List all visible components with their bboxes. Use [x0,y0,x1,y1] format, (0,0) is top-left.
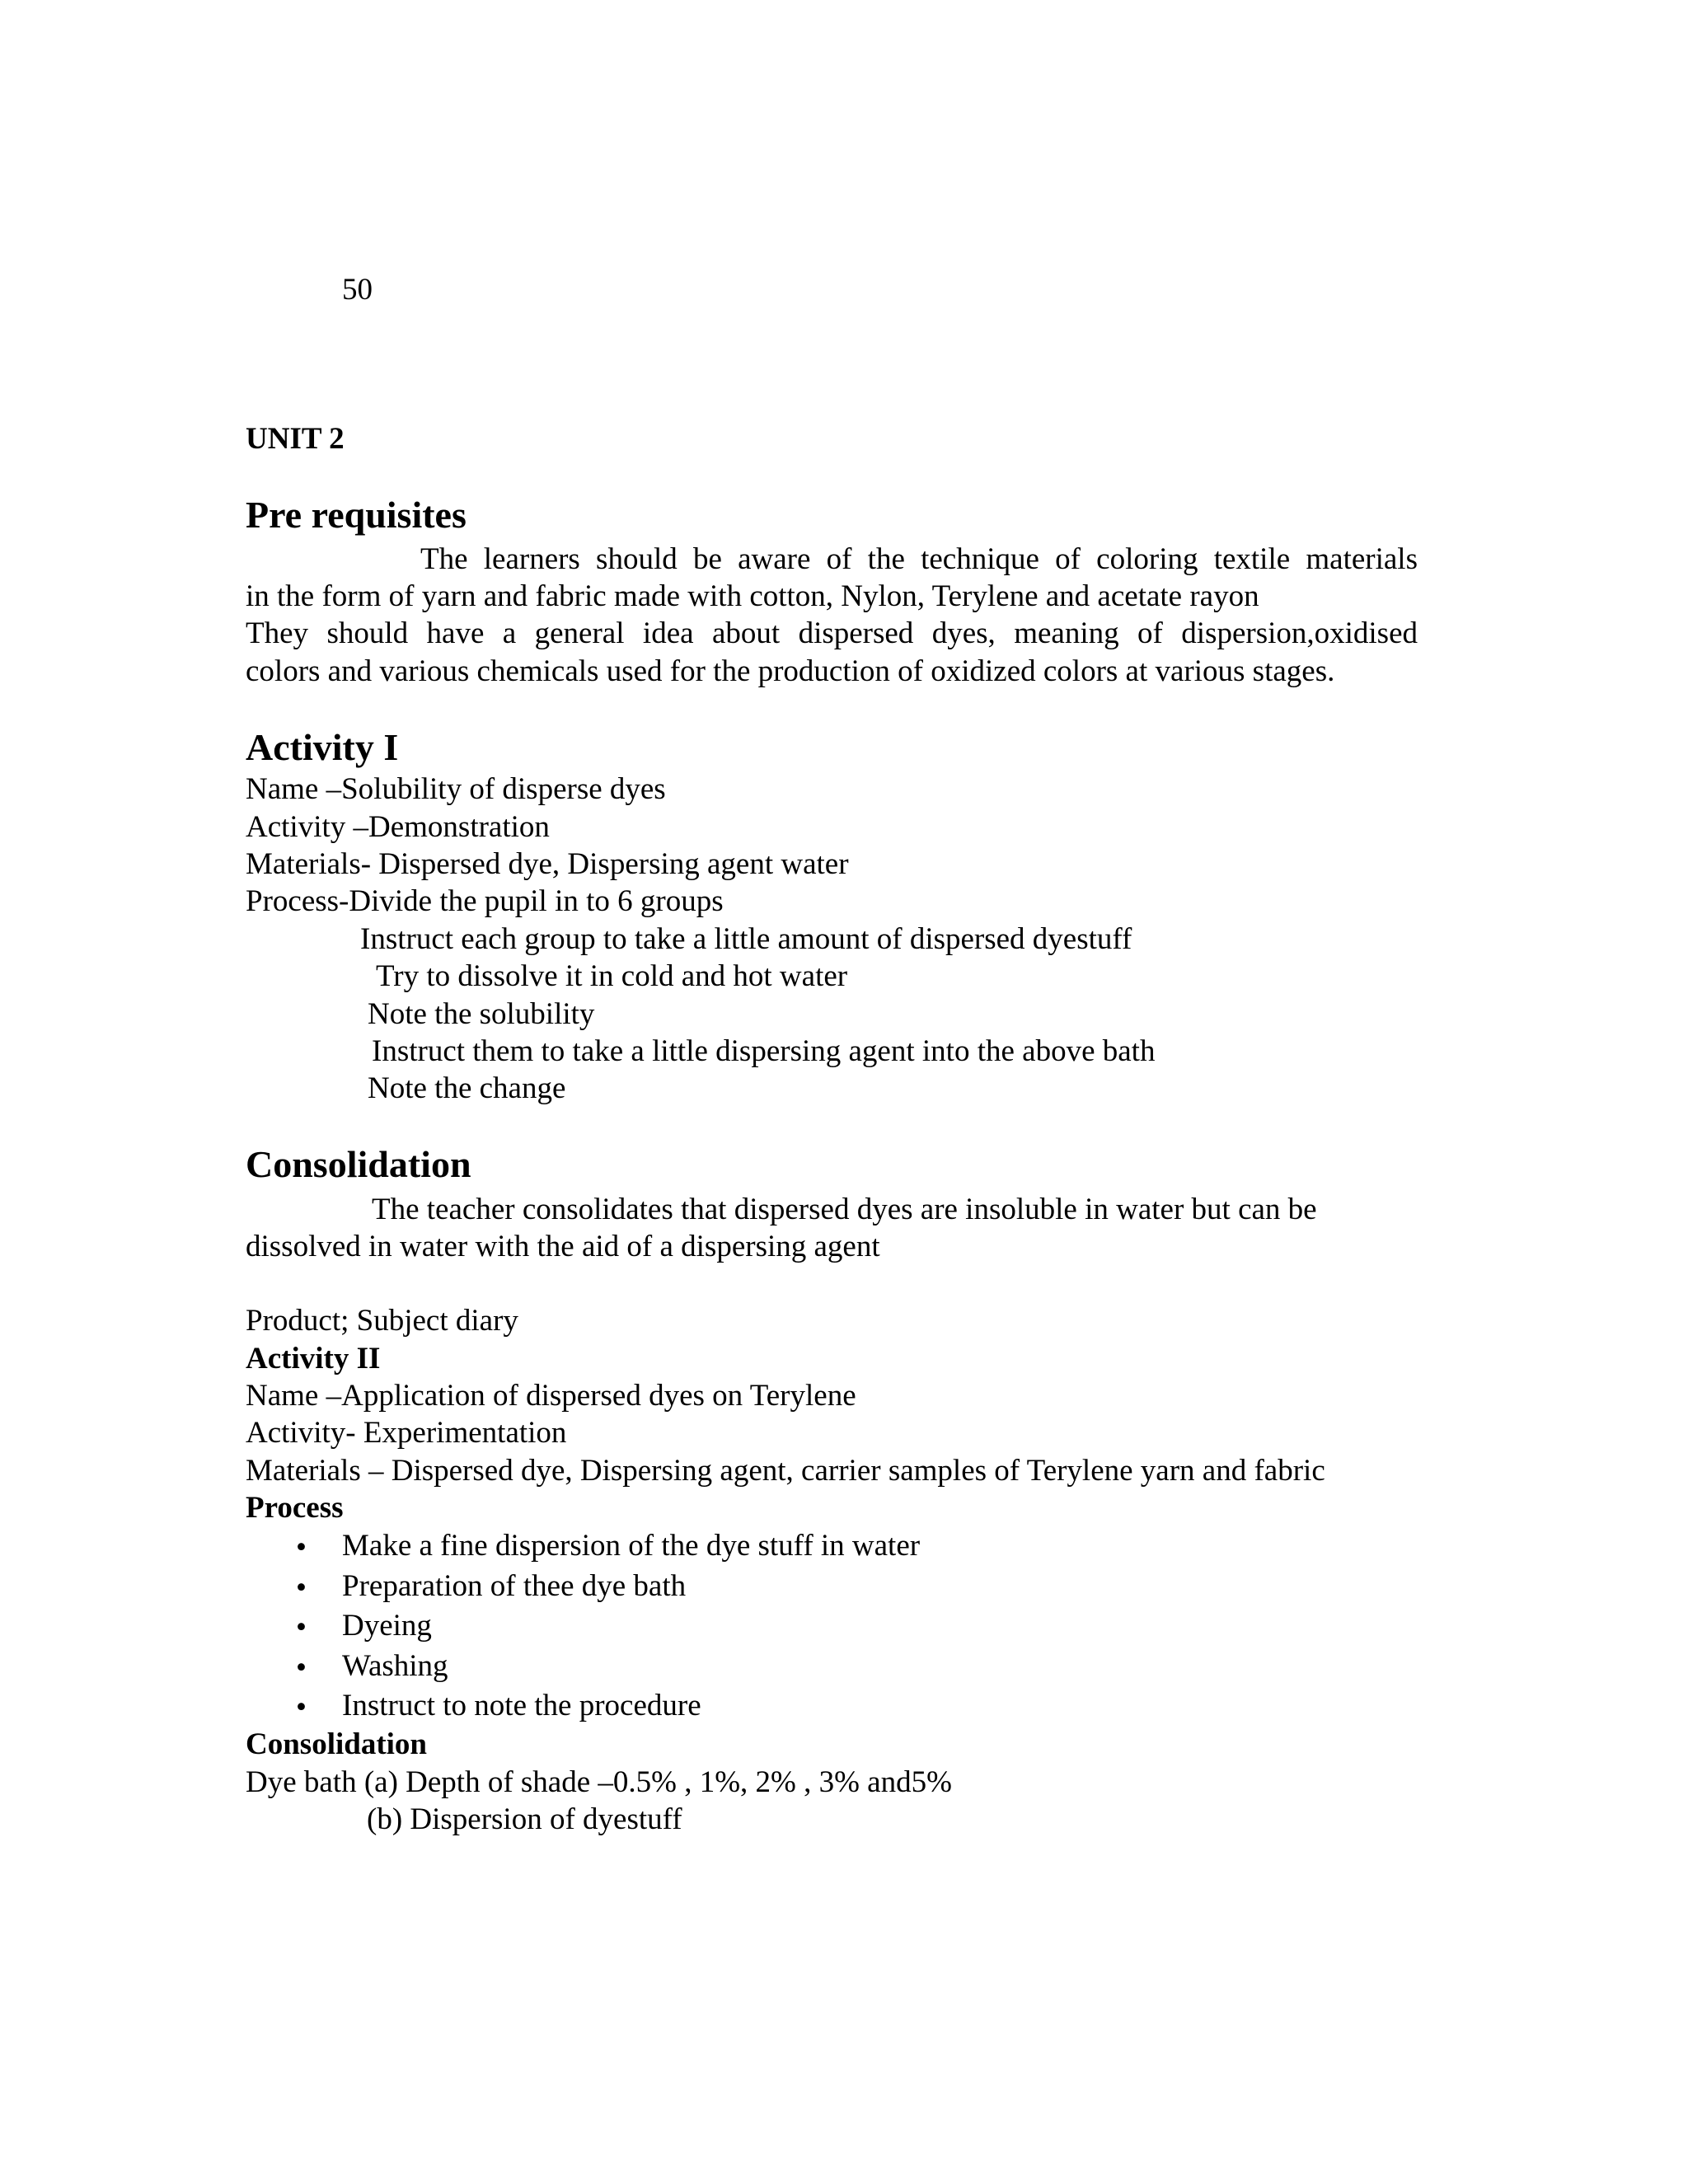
activity1-step-5: Note the change [368,1071,566,1105]
activity1-step-2: Try to dissolve it in cold and hot water [376,959,848,993]
activity1-process: Process-Divide the pupil in to 6 groups [246,884,724,918]
consolidation1-line-1: The teacher consolidates that dispersed dyes are insoluble in water but can be [372,1193,1317,1226]
activity2-consolidation-heading: Consolidation [246,1727,428,1761]
bullet-icon: • [296,1610,307,1644]
list-item [293,1527,920,1568]
activity1-step-3: Note the solubility [368,997,595,1031]
bullet-icon: • [296,1570,307,1605]
prerequisites-line-3: They should have a general idea about dispersed dyes, meaning of dispersion,oxidised [246,616,1418,650]
activity2-materials: Materials – Dispersed dye, Dispersing agent, carrier samples of Terylene yarn and fabric [246,1454,1325,1488]
activity1-activity: Activity –Demonstration [246,810,550,844]
activity2-process-heading: Process [246,1491,344,1525]
prerequisites-line-4: colors and various chemicals used for the production of oxidized colors at various stages. [246,654,1335,688]
list-item [293,1647,920,1688]
bullet-icon: • [296,1650,307,1685]
dye-bath-b: (b) Dispersion of dyestuff [367,1802,682,1836]
activity2-heading: Activity II [246,1342,381,1376]
process-bullet-list [293,1527,920,1727]
list-item [293,1607,920,1647]
process-item-label: Dyeing [342,1609,432,1643]
prerequisites-heading: Pre requisites [246,494,467,536]
prerequisites-line-2: in the form of yarn and fabric made with cotton, Nylon, Terylene and acetate rayon [246,579,1259,613]
activity2-name: Name –Application of dispersed dyes on Terylene [246,1379,856,1413]
activity1-heading: Activity I [246,726,399,768]
consolidation1-heading: Consolidation [246,1143,471,1185]
process-item-label: Make a fine dispersion of the dye stuff in water [342,1529,921,1563]
list-item [293,1687,920,1727]
process-item-label: Preparation of thee dye bath [342,1568,687,1603]
consolidation1-line-2: dissolved in water with the aid of a dispersing agent [246,1230,880,1263]
process-item-label: Instruct to note the procedure [342,1689,701,1722]
activity1-name: Name –Solubility of disperse dyes [246,772,666,806]
activity2-activity: Activity- Experimentation [246,1416,567,1450]
bullet-icon: • [296,1530,307,1564]
activity1-materials: Materials- Dispersed dye, Dispersing agent water [246,847,849,881]
activity1-step-4: Instruct them to take a little dispersing agent into the above bath [372,1034,1156,1068]
bullet-icon: • [296,1690,307,1724]
list-item [293,1568,920,1608]
page-number: 50 [342,273,373,307]
process-item-label: Washing [342,1648,448,1683]
unit-label: UNIT 2 [246,422,345,456]
activity1-step-1: Instruct each group to take a little amount of dispersed dyestuff [360,922,1132,956]
prerequisites-line-1: The learners should be aware of the technique of coloring textile materials [420,542,1418,576]
dye-bath-a: Dye bath (a) Depth of shade –0.5% , 1%, 2% , 3% and5% [246,1765,952,1799]
product-line: Product; Subject diary [246,1304,518,1338]
